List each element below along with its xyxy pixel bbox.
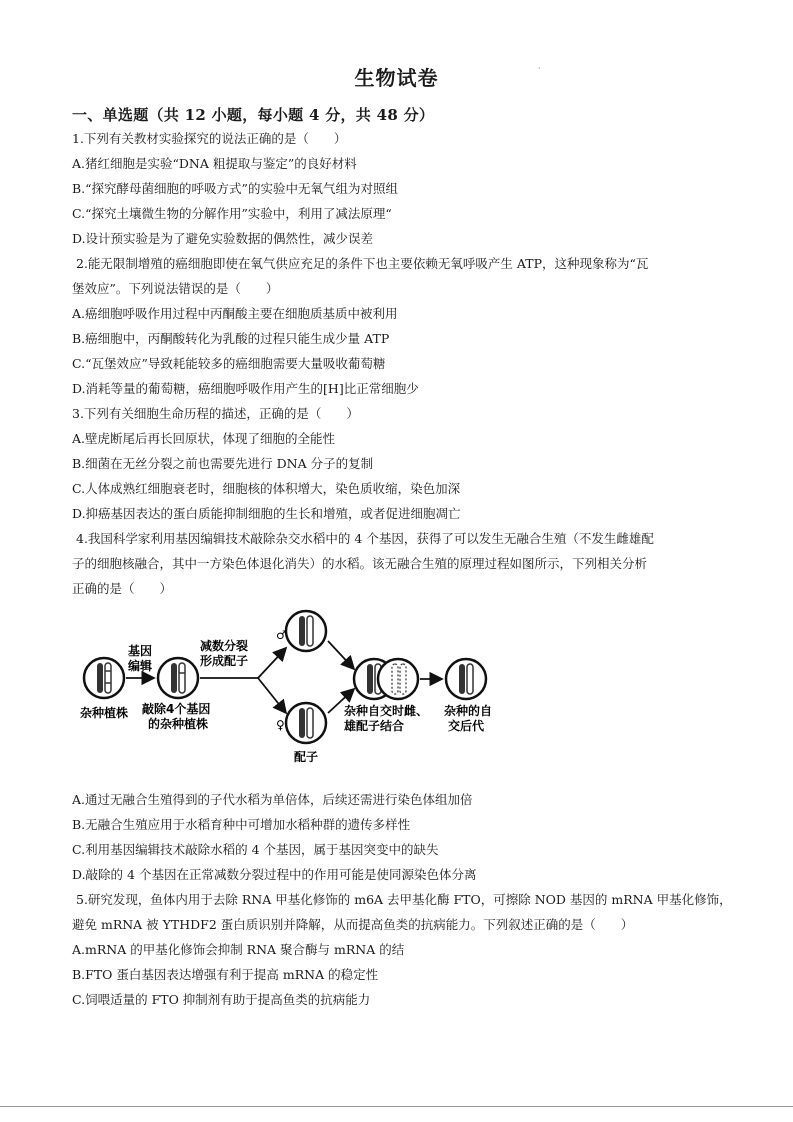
label-gene-edit-1: 基因 [128,644,153,658]
q3-option-b: B.细菌在无丝分裂之前也需要先进行 DNA 分子的复制 [72,456,374,471]
q3-option-a: A.壁虎断尾后再长回原状，体现了细胞的全能性 [72,431,336,446]
q5-option-c: C.饲喂适量的 FTO 抑制剂有助于提高鱼类的抗病能力 [72,992,371,1007]
label-female: ♀ [276,718,285,732]
q5-option-a: A.mRNA 的甲基化修饰会抑制 RNA 聚合酶与 mRNA 的结 [72,942,405,957]
label-knockout-2: 的杂种植株 [148,717,209,731]
bottom-rule [0,1106,793,1107]
label-meiosis-2: 形成配子 [200,654,249,668]
label-hybrid: 杂种植株 [80,706,129,720]
section-heading: 一、单选题（共 12 小题，每小题 4 分，共 48 分） [72,106,435,124]
knockout-plant-cell [158,658,198,698]
fertilization-cells [354,659,418,699]
q4-stem-line2: 子的细胞核融合，其中一方染色体退化消失）的水稻。该无融合生殖的原理过程如图所示，下列相关分析 [72,556,648,571]
male-gamete-cell [286,611,326,651]
q3-option-c: C.人体成熟红细胞衰老时，细胞核的体积增大，染色质收缩，染色加深 [72,481,461,496]
q2-stem-line2: 堡效应”。下列说法错误的是（ ） [72,281,279,296]
q3-stem: 3.下列有关细胞生命历程的描述，正确的是（ ） [72,406,359,421]
q1-option-d: D.设计预实验是为了避免实验数据的偶然性，减少误差 [72,231,374,246]
page-title: 生物试卷 [354,66,439,90]
arrow-to-female [258,678,286,713]
q1-option-a: A.猪红细胞是实验“DNA 粗提取与鉴定”的良好材料 [72,156,357,171]
decorative-dot: · [538,64,541,73]
q2-option-b: B.癌细胞中，丙酮酸转化为乳酸的过程只能生成少量 ATP [72,331,390,346]
q4-option-d: D.敲除的 4 个基因在正常减数分裂过程中的作用可能是使同源染色体分离 [72,867,477,882]
label-offspring-1: 杂种的自 [444,704,493,718]
label-male: ♂ [276,628,287,642]
q5-option-b: B.FTO 蛋白基因表达增强有利于提高 mRNA 的稳定性 [72,967,379,982]
label-offspring-2: 交后代 [448,719,485,733]
apomixis-diagram [72,603,502,768]
q2-option-a: A.癌细胞呼吸作用过程中丙酮酸主要在细胞质基质中被利用 [72,306,398,321]
q2-stem-line1: 2.能无限制增殖的癌细胞即使在氧气供应充足的条件下也主要依赖无氧呼吸产生 ATP，这种现象称为“瓦 [76,256,649,271]
hybrid-plant-cell [84,658,124,698]
q2-option-c: C.“瓦堡效应”导致耗能较多的癌细胞需要大量吸收葡萄糖 [72,356,386,371]
q1-option-b: B.“探究酵母菌细胞的呼吸方式”的实验中无氧气组为对照组 [72,181,398,196]
arrow-to-male [258,648,286,678]
offspring-cell [446,659,486,699]
label-knockout-1: 敲除4个基因 [142,702,211,716]
label-selfing-2: 雄配子结合 [344,719,405,733]
q5-stem-line2: 避免 mRNA 被 YTHDF2 蛋白质识别并降解，从而提高鱼类的抗病能力。下列叙述正确的是（ ） [72,917,634,932]
q4-option-b: B.无融合生殖应用于水稻育种中可增加水稻种群的遗传多样性 [72,817,411,832]
label-gene-edit-2: 编辑 [128,659,153,673]
q4-option-c: C.利用基因编辑技术敲除水稻的 4 个基因，属于基因突变中的缺失 [72,842,439,857]
arrow-male-to-zygote [328,641,354,669]
q4-stem-line1: 4.我国科学家利用基因编辑技术敲除杂交水稻中的 4 个基因，获得了可以发生无融合生殖（不发生雌雄配 [76,531,654,546]
label-gamete: 配子 [294,750,319,764]
female-gamete-cell [286,703,326,743]
q4-stem-line3: 正确的是（ ） [72,581,173,596]
label-meiosis-1: 减数分裂 [200,639,249,653]
q5-stem-line1: 5.研究发现，鱼体内用于去除 RNA 甲基化修饰的 m6A 去甲基化酶 FTO，可擦除 NOD 基因的 mRNA 甲基化修饰， [76,892,732,907]
q2-option-d: D.消耗等量的葡萄糖，癌细胞呼吸作用产生的[H]比正常细胞少 [72,381,419,396]
q3-option-d: D.抑癌基因表达的蛋白质能抑制细胞的生长和增殖，或者促进细胞凋亡 [72,506,461,521]
q1-stem: 1.下列有关教材实验探究的说法正确的是（ ） [72,131,347,146]
q1-option-c: C.“探究土壤微生物的分解作用”实验中，利用了减法原理“ [72,206,392,221]
q4-option-a: A.通过无融合生殖得到的子代水稻为单倍体，后续还需进行染色体组加倍 [72,792,473,807]
label-selfing-1: 杂种自交时雌、 [344,704,429,718]
apomixis-diagram-svg [72,603,502,768]
